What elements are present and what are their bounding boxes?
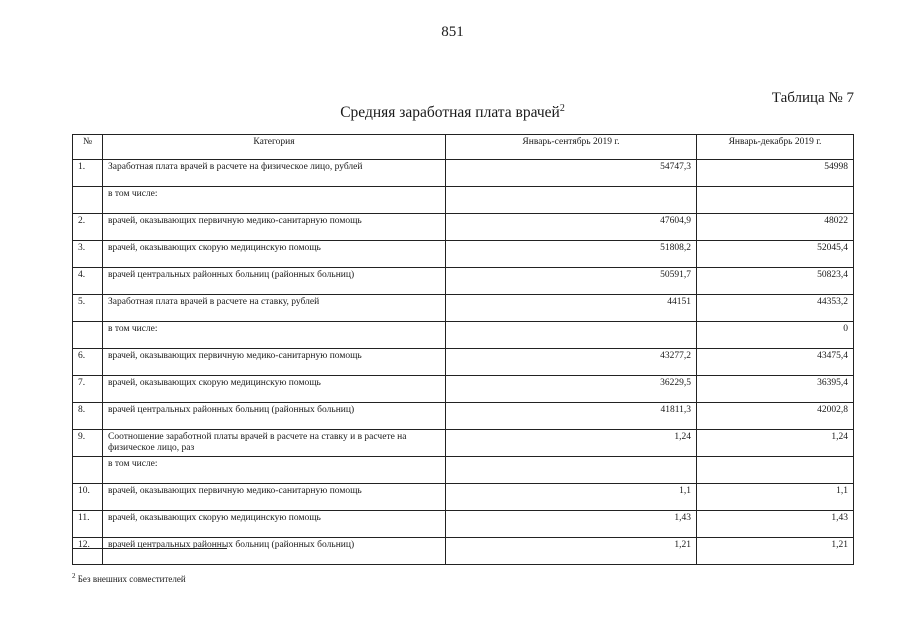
table-row: [73, 187, 854, 214]
row-index: 11.: [73, 511, 103, 538]
row-value-jan-dec: [697, 187, 854, 214]
row-value-jan-dec: 54998: [697, 160, 854, 187]
row-index: 7.: [73, 376, 103, 403]
row-index: 12.: [73, 538, 103, 565]
footnote-marker: 2: [72, 572, 76, 580]
row-index: [73, 322, 103, 349]
document-title-text: Средняя заработная плата врачей: [340, 104, 560, 122]
row-index: 5.: [73, 295, 103, 322]
row-value-jan-dec: 1,24: [697, 430, 854, 457]
row-value-jan-sep: 47604,9: [446, 214, 697, 241]
row-index: 10.: [73, 484, 103, 511]
row-category: Соотношение заработной платы врачей в расчете на ставку и в расчете на физическое лицо, раз: [103, 430, 446, 457]
row-value-jan-dec: 52045,4: [697, 241, 854, 268]
table-row: [73, 322, 854, 349]
page-number: 851: [441, 24, 464, 40]
table-row: [73, 214, 854, 241]
header-period-jan-dec: Январь-декабрь 2019 г.: [697, 135, 854, 160]
row-value-jan-dec: 1,1: [697, 484, 854, 511]
row-index: 3.: [73, 241, 103, 268]
header-num: №: [73, 135, 103, 160]
row-value-jan-dec: 1,21: [697, 538, 854, 565]
table-row: [73, 295, 854, 322]
row-category: Заработная плата врачей в расчете на ставку, рублей: [103, 295, 446, 322]
footnote-divider: [72, 548, 227, 549]
row-value-jan-sep: 44151: [446, 295, 697, 322]
row-value-jan-sep: 50591,7: [446, 268, 697, 295]
row-index: 1.: [73, 160, 103, 187]
row-value-jan-dec: 1,43: [697, 511, 854, 538]
header-category: Категория: [103, 135, 446, 160]
row-index: 2.: [73, 214, 103, 241]
row-category: врачей, оказывающих первичную медико-санитарную помощь: [103, 484, 446, 511]
table-row: [73, 457, 854, 484]
row-category: врачей, оказывающих скорую медицинскую помощь: [103, 241, 446, 268]
row-value-jan-sep: 1,24: [446, 430, 697, 457]
table-header-row: [73, 135, 854, 160]
row-index: 4.: [73, 268, 103, 295]
row-value-jan-dec: 43475,4: [697, 349, 854, 376]
row-category: врачей центральных районных больниц (районных больниц): [103, 403, 446, 430]
row-value-jan-sep: [446, 457, 697, 484]
row-category: врачей центральных районных больниц (районных больниц): [103, 268, 446, 295]
row-value-jan-sep: [446, 322, 697, 349]
row-value-jan-dec: [697, 457, 854, 484]
table-row: [73, 241, 854, 268]
row-value-jan-dec: 0: [697, 322, 854, 349]
row-value-jan-dec: 36395,4: [697, 376, 854, 403]
row-index: 6.: [73, 349, 103, 376]
row-category: в том числе:: [103, 187, 446, 214]
row-value-jan-sep: 51808,2: [446, 241, 697, 268]
table-number: Таблица № 7: [771, 90, 854, 106]
footnote-reference: 2: [559, 103, 565, 114]
header-period-jan-sep: Январь-сентябрь 2019 г.: [446, 135, 697, 160]
row-value-jan-sep: [446, 187, 697, 214]
table-row: [73, 160, 854, 187]
row-index: [73, 187, 103, 214]
row-value-jan-dec: 42002,8: [697, 403, 854, 430]
row-category: в том числе:: [103, 322, 446, 349]
row-value-jan-sep: 41811,3: [446, 403, 697, 430]
row-value-jan-sep: 43277,2: [446, 349, 697, 376]
table-row: [73, 403, 854, 430]
row-category: в том числе:: [103, 457, 446, 484]
row-value-jan-sep: 1,21: [446, 538, 697, 565]
row-category: врачей, оказывающих скорую медицинскую помощь: [103, 376, 446, 403]
row-category: врачей, оказывающих первичную медико-санитарную помощь: [103, 349, 446, 376]
table-row: [73, 511, 854, 538]
table-row: [73, 376, 854, 403]
row-category: врачей, оказывающих скорую медицинскую помощь: [103, 511, 446, 538]
row-category: Заработная плата врачей в расчете на физическое лицо, рублей: [103, 160, 446, 187]
footnote: [72, 572, 186, 584]
row-value-jan-dec: 50823,4: [697, 268, 854, 295]
row-value-jan-sep: 36229,5: [446, 376, 697, 403]
salary-table: [72, 134, 854, 565]
row-category: врачей центральных районных больниц (районных больниц): [103, 538, 446, 565]
row-category: врачей, оказывающих первичную медико-санитарную помощь: [103, 214, 446, 241]
row-index: [73, 457, 103, 484]
table-row: [73, 268, 854, 295]
table-row: [73, 430, 854, 457]
table-row: [73, 538, 854, 565]
footnote-text: Без внешних совместителей: [77, 574, 186, 584]
row-value-jan-dec: 48022: [697, 214, 854, 241]
row-index: 9.: [73, 430, 103, 457]
table-row: [73, 484, 854, 511]
document-title: [0, 103, 905, 122]
table-row: [73, 349, 854, 376]
row-value-jan-dec: 44353,2: [697, 295, 854, 322]
row-index: 8.: [73, 403, 103, 430]
row-value-jan-sep: 54747,3: [446, 160, 697, 187]
row-value-jan-sep: 1,1: [446, 484, 697, 511]
row-value-jan-sep: 1,43: [446, 511, 697, 538]
